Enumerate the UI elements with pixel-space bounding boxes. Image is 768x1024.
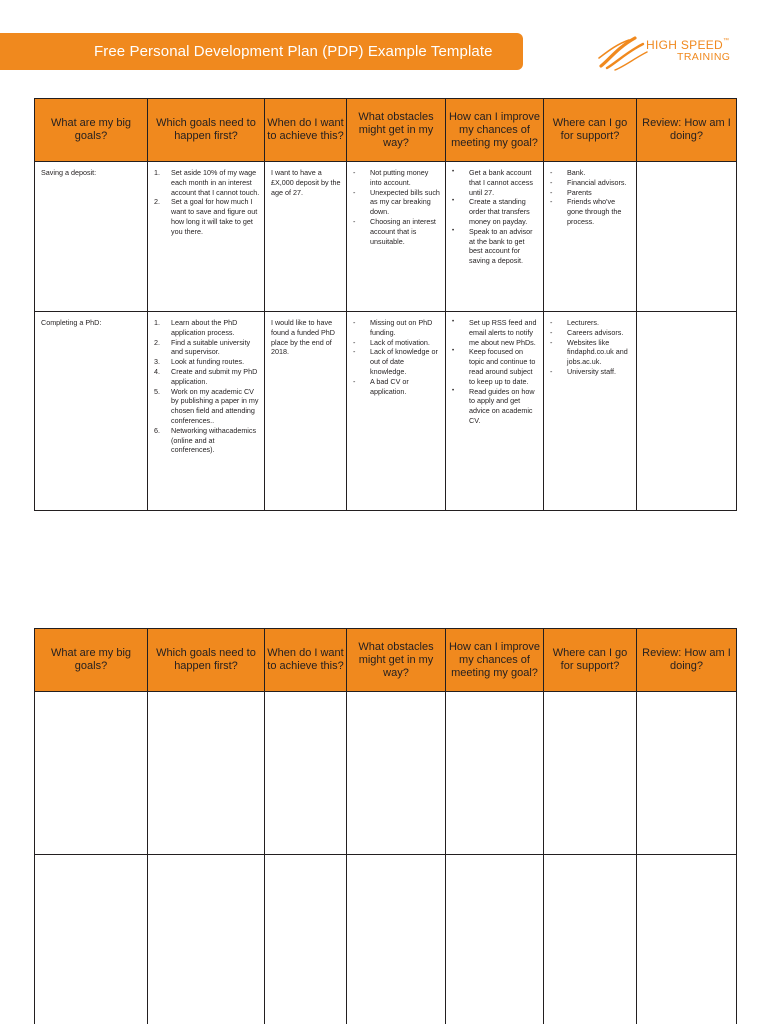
blank-cell xyxy=(35,692,148,855)
list-item: - Bank. xyxy=(550,168,632,178)
list-item: - A bad CV or application. xyxy=(353,377,441,397)
list-item: - Missing out on PhD funding. xyxy=(353,318,441,338)
blank-cell xyxy=(148,855,265,1024)
obstacles-cell xyxy=(347,312,446,511)
goal-cell: Completing a PhD: xyxy=(35,312,148,511)
title-banner xyxy=(0,33,523,70)
when-cell: I would like to have found a funded PhD place by the end of 2018. xyxy=(265,312,347,511)
table-row xyxy=(35,692,737,855)
list-item: - Lecturers. xyxy=(550,318,632,328)
blank-cell xyxy=(637,692,737,855)
list-item: - Financial advisors. xyxy=(550,178,632,188)
column-header-when: When do I want to achieve this? xyxy=(265,99,347,162)
list-item: 4. Create and submit my PhD application. xyxy=(154,367,260,387)
blank-cell xyxy=(35,855,148,1024)
column-header-review: Review: How am I doing? xyxy=(637,629,737,692)
table-row xyxy=(35,855,737,1024)
list-item: 1. Set aside 10% of my wage each month in an interest account that I cannot touch. xyxy=(154,168,260,197)
list-item: • Set up RSS feed and email alerts to notify me about new PhDs. xyxy=(452,318,539,347)
column-header-goals: What are my big goals? xyxy=(35,99,148,162)
blank-cell xyxy=(148,692,265,855)
brand-name-text: HIGH SPEED xyxy=(646,38,724,52)
blank-cell xyxy=(544,855,637,1024)
table-row xyxy=(35,162,737,312)
list-item: • Create a standing order that transfers money on payday. xyxy=(452,197,539,226)
list-item: - Unexpected bills such as my car breaking down. xyxy=(353,188,441,217)
list-item: - Choosing an interest account that is unsuitable. xyxy=(353,217,441,246)
list-item: - Not putting money into account. xyxy=(353,168,441,188)
brand-subname: TRAINING xyxy=(677,51,731,63)
column-header-review: Review: How am I doing? xyxy=(637,99,737,162)
obstacles-cell xyxy=(347,162,446,312)
column-header-first: Which goals need to happen first? xyxy=(148,629,265,692)
column-header-when: When do I want to achieve this? xyxy=(265,629,347,692)
support-cell xyxy=(544,162,637,312)
first-steps-cell xyxy=(148,312,265,511)
blank-cell xyxy=(446,692,544,855)
support-cell xyxy=(544,312,637,511)
example-plan-table xyxy=(34,98,737,511)
list-item: - Lack of knowledge or out of date knowledge. xyxy=(353,347,441,376)
blank-plan-table xyxy=(34,628,737,1024)
column-header-first: Which goals need to happen first? xyxy=(148,99,265,162)
blank-cell xyxy=(265,855,347,1024)
column-header-support: Where can I go for support? xyxy=(544,629,637,692)
first-steps-cell xyxy=(148,162,265,312)
blank-cell xyxy=(544,692,637,855)
review-cell xyxy=(637,162,737,312)
table-header-row xyxy=(35,99,737,162)
brand-name xyxy=(646,38,729,52)
blank-cell xyxy=(637,855,737,1024)
table-header-row xyxy=(35,629,737,692)
list-item: • Keep focused on topic and continue to read around subject to keep up to date. xyxy=(452,347,539,386)
page-title: Free Personal Development Plan (PDP) Example Template xyxy=(94,43,493,60)
list-item: 3. Look at funding routes. xyxy=(154,357,260,367)
improve-cell xyxy=(446,162,544,312)
blank-cell xyxy=(265,692,347,855)
column-header-improve: How can I improve my chances of meeting my goal? xyxy=(446,99,544,162)
list-item: - Friends who've gone through the process. xyxy=(550,197,632,226)
list-item: 1. Learn about the PhD application process. xyxy=(154,318,260,338)
list-item: 6. Networking withacademics (online and at conferences). xyxy=(154,426,260,455)
list-item: • Speak to an advisor at the bank to get best account for saving a deposit. xyxy=(452,227,539,266)
list-item: • Get a bank account that I cannot access until 27. xyxy=(452,168,539,197)
column-header-goals: What are my big goals? xyxy=(35,629,148,692)
list-item: - Websites like findaphd.co.uk and jobs.ac.uk. xyxy=(550,338,632,367)
list-item: 5. Work on my academic CV by publishing a paper in my chosen field and attending conferences.. xyxy=(154,387,260,426)
when-cell: I want to have a £X,000 deposit by the age of 27. xyxy=(265,162,347,312)
table-row xyxy=(35,312,737,511)
list-item: 2. Find a suitable university and supervisor. xyxy=(154,338,260,358)
list-item: 2. Set a goal for how much I want to save and figure out how long it will take to get you there. xyxy=(154,197,260,236)
column-header-obstacles: What obstacles might get in my way? xyxy=(347,99,446,162)
blank-cell xyxy=(347,855,446,1024)
trademark-mark: ™ xyxy=(723,38,730,44)
column-header-improve: How can I improve my chances of meeting my goal? xyxy=(446,629,544,692)
column-header-support: Where can I go for support? xyxy=(544,99,637,162)
list-item: - Careers advisors. xyxy=(550,328,632,338)
blank-cell xyxy=(347,692,446,855)
review-cell xyxy=(637,312,737,511)
list-item: - Parents xyxy=(550,188,632,198)
improve-cell xyxy=(446,312,544,511)
list-item: - University staff. xyxy=(550,367,632,377)
column-header-obstacles: What obstacles might get in my way? xyxy=(347,629,446,692)
list-item: • Read guides on how to apply and get advice on academic CV. xyxy=(452,387,539,426)
list-item: - Lack of motivation. xyxy=(353,338,441,348)
goal-cell: Saving a deposit: xyxy=(35,162,148,312)
blank-cell xyxy=(446,855,544,1024)
